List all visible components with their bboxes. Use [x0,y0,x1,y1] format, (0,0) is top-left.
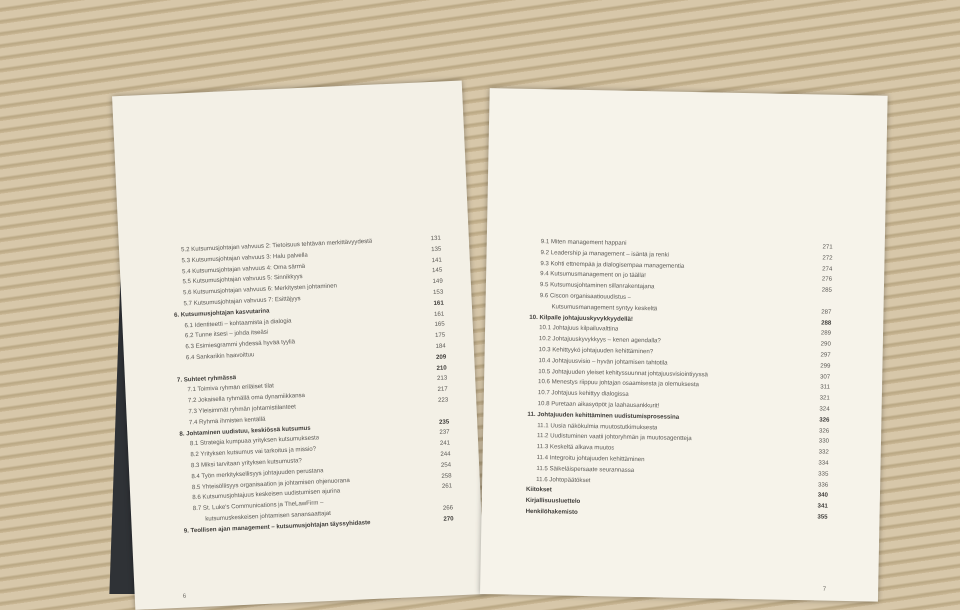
toc-entry-page: 209 [422,352,446,364]
toc-entry-title: 8. Johtaminen uudistuu, keskiössä kutsumus [179,423,311,440]
toc-entry-page: 307 [806,372,830,383]
toc-entry-title: 11.6 Johtopäätökset [536,475,591,487]
left-toc [119,232,482,539]
toc-entry-page: 145 [418,266,442,278]
toc-entry-title: 10.1 Johtajuus kilpailuvalttina [539,323,618,335]
toc-entry-page: 332 [805,447,829,458]
toc-entry-page: 334 [804,458,828,469]
toc-entry-page: 311 [806,383,830,394]
toc-entry-title: 7.3 Yleisimmät ryhmän johtamistilanteet [188,402,296,418]
toc-entry-page: 330 [805,437,829,448]
right-page-number: 7 [823,587,826,593]
toc-entry-title: 11. Johtajuuden kehittäminen uudistumisprosessina [527,410,679,424]
toc-entry-title: 10.6 Menestys riippuu johtajan osaamisesta ja olemuksesta [538,377,699,391]
toc-entry-page: 285 [808,285,832,296]
toc-entry-page: 175 [421,331,445,343]
toc-entry-page: 149 [419,277,443,289]
toc-entry-page: 272 [808,253,832,264]
toc-entry-page: 271 [809,242,833,253]
toc-entry-title: 6.1 Identiteetti – kohtaamista ja dialogia [184,316,291,332]
toc-entry-page: 326 [805,415,829,426]
toc-entry-page: 274 [808,264,832,275]
toc-entry-page: 258 [427,471,451,483]
toc-entry-title: 8.5 Yhteisöllisyys organisaation ja johtamisen ohjenuorana [192,476,350,494]
toc-entry-title: 8.3 Miksi tarvitaan yrityksen kutsumusta? [191,456,302,472]
toc-entry-page: 235 [425,417,449,429]
toc-entry-page: 299 [806,361,830,372]
toc-entry-page: 326 [805,426,829,437]
toc-entry-page: 161 [420,309,444,321]
toc-entry-title: 7.2 Jokaisella ryhmällä oma dynamiikkansa [188,391,306,407]
toc-entry-title: 6.4 Sankarikin haavoittuu [186,350,255,364]
toc-entry-title: 8.7 St. Luke's Communications ja TheLawFirm – [193,498,324,515]
toc-entry-title: 9.2 Leadership ja management – isäntä ja renki [540,248,669,261]
toc-entry-title: 11.5 Säikeläispersaate seurannassa [536,464,634,477]
toc-entry-title: 9.4 Kutsumusmanagement on jo täällä! [540,269,646,282]
toc-entry-page: 141 [418,255,442,267]
toc-entry-title: 8.6 Kutsumusjohtajuus keskeisen uudistumisen ajurina [192,487,340,505]
toc-entry-title: Kirjallisuusluettelo [526,496,581,508]
toc-entry-title: Henkilöhakemisto [525,507,577,519]
toc-entry-page: 270 [429,514,453,526]
toc-entry-title: Kutsumusmanagement syntyy keskeltä [551,302,657,315]
toc-entry-title: 8.1 Strategia kumpuaa yrityksen kutsumuksesta [190,434,320,451]
toc-entry-title: 5.3 Kutsumusjohtajan vahvuus 3: Halu palvella [181,250,308,267]
toc-entry-page: 237 [425,428,449,440]
toc-entry-page: 153 [419,288,443,300]
toc-entry-page: 261 [428,482,452,494]
toc-entry-page: 336 [804,480,828,491]
toc-entry-page: 288 [807,318,831,329]
toc-entry-page: 340 [804,491,828,502]
toc-entry-page: 297 [807,350,831,361]
toc-entry-page: 276 [808,275,832,286]
toc-entry-page: 165 [421,320,445,332]
toc-entry-page: 289 [807,329,831,340]
toc-entry-title: 7. Suhteet ryhmässä [177,373,237,386]
toc-entry-title: 5.5 Kutsumusjohtajan vahvuus 5: Sinnikkyys [182,272,303,288]
toc-entry-title: 10.8 Puretaan aikasyöpöt ja laahausankkurit! [538,399,660,412]
toc-entry-title: kutsumuskeskeisen johtamisen sanansaattajat [205,509,331,525]
toc-entry-title: 9.3 Kohti ettnempää ja dialogisempaa managementia [540,259,684,273]
toc-entry-title: 8.2 Yrityksen kutsumus vai tarkoitus ja missio? [190,445,316,461]
toc-entry-page [808,296,832,307]
right-toc [481,236,884,524]
toc-entry-title: 8.4 Työn merkityksellisyys johtajuuden perustana [191,466,324,483]
toc-entry-title: 11.3 Keskeltä alkava muutos [537,442,615,454]
toc-entry-page: 210 [423,363,447,375]
toc-entry-title: 7.4 Ryhmä ihmisten kentällä [189,415,266,429]
toc-entry-title: 9. Teollisen ajan management – kutsumusjohtajan täyssyhidaste [184,518,371,537]
toc-entry-title: 5.4 Kutsumusjohtajan vahvuus 4: Oma särmä [182,261,306,277]
toc-entry-page: 223 [424,395,448,407]
toc-entry-title: 5.6 Kutsumusjohtajan vahvuus 6: Merkitysten johtaminen [183,282,337,300]
toc-entry-title: Kiitokset [526,485,552,496]
toc-entry-page: 341 [804,501,828,512]
toc-entry-title: 9.1 Miten management happani [541,237,627,249]
left-page [112,81,485,610]
toc-entry-page: 355 [803,512,827,523]
toc-entry-page: 290 [807,339,831,350]
toc-entry-title: 11.4 Integroitu johtajuuden kehittäminen [537,453,645,466]
toc-entry-page: 324 [805,404,829,415]
toc-entry-title: 10.4 Johtajuusvisio – hyvän johtamisen tahtotila [538,356,667,369]
toc-entry-title: 6. Kutsumusjohtajan kasvutarina [174,306,270,321]
toc-entry-page: 131 [417,234,441,246]
toc-entry-page: 254 [427,460,451,472]
toc-entry-title: 6.3 Esimiesgrammi yhdessä hyvää tyyliä [185,338,295,354]
right-page [480,88,888,602]
toc-entry-title: 5.7 Kutsumusjohtajan vahvuus 7: Esittäjyys [183,294,301,310]
toc-entry-title: 7.1 Toimiva ryhmän eriläiset tilat [187,382,274,397]
toc-entry-title: 10.5 Johtajuuden yleiset kehityssuunnat johtajuusvisiointiyyssä [538,367,708,381]
toc-entry-page: 321 [806,393,830,404]
toc-entry-title: 10. Kilpaile johtajuuskyvykkyydellä! [529,312,633,325]
toc-entry-page: 213 [423,374,447,386]
toc-entry-title: 11.1 Uusia näkökulmia muutostutkimuksesta [537,421,657,434]
toc-entry-page: 217 [423,385,447,397]
toc-entry-page: 287 [807,307,831,318]
toc-entry-page: 135 [417,244,441,256]
toc-entry-title: 10.3 Kehittyykö johtajuuden kehittäminen? [539,345,654,358]
toc-entry-page: 266 [429,503,453,515]
toc-entry-page: 335 [804,469,828,480]
toc-entry-page: 161 [420,298,444,310]
toc-entry-title: 9.6 Ciscon organisaatiouudistus – [540,291,632,304]
left-page-number: 6 [183,594,187,600]
toc-entry-title: 9.5 Kutsumusjohtaminen sillanrakentajana [540,280,655,293]
toc-entry-title: 6.2 Tunne itsesi – johda itseäsi [185,328,269,343]
toc-entry-title: 11.2 Uudistuminen vaatii johtoryhmän ja muutosagentteja [537,431,692,445]
toc-entry-title: 10.2 Johtajuuskyvykkyys – kenen agendalla? [539,334,661,347]
toc-entry-page: 241 [426,439,450,451]
toc-entry-title: 10.7 Johtajuus kehittyy dialogissa [538,388,629,401]
toc-entry-page: 184 [422,342,446,354]
toc-entry-page: 244 [426,449,450,461]
toc-entry-title: 5.2 Kutsumusjohtajan vahvuus 2: Tietoisuus tehtävän merkittävyydestä [181,237,373,256]
